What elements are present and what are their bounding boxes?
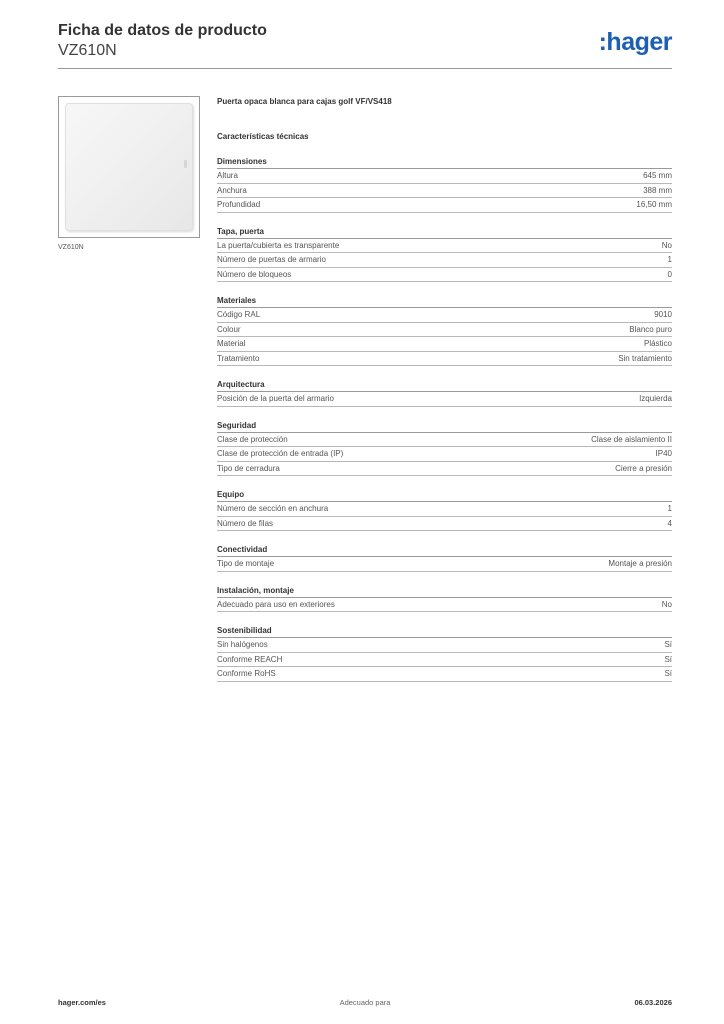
- spec-row: [217, 447, 672, 462]
- spec-row: [217, 517, 672, 532]
- spec-label: Anchura: [217, 185, 247, 195]
- spec-row: [217, 433, 672, 448]
- spec-group: [217, 624, 672, 682]
- spec-value: 1: [667, 255, 672, 264]
- spec-group-title: Dimensiones: [217, 155, 672, 169]
- spec-group-title: Seguridad: [217, 419, 672, 433]
- spec-value: IP40: [655, 449, 672, 458]
- hager-logo: :hager: [598, 28, 672, 56]
- spec-value: Plástico: [643, 339, 672, 348]
- spec-row: [217, 198, 672, 213]
- spec-label: Sin halógenos: [217, 640, 268, 649]
- spec-label: Número de bloqueos: [217, 269, 292, 279]
- spec-row: [217, 268, 672, 283]
- spec-value: 9010: [654, 310, 672, 319]
- spec-row: [217, 337, 672, 352]
- spec-value: Blanco puro: [629, 324, 672, 334]
- door-product-image: [65, 103, 193, 231]
- spec-group: [217, 543, 672, 572]
- spec-value: 1: [667, 504, 672, 513]
- spec-group-title: Tapa, puerta: [217, 225, 672, 239]
- product-image-frame: [58, 96, 200, 238]
- spec-value: 16,50 mm: [636, 200, 672, 209]
- spec-group-title: Instalación, montaje: [217, 584, 672, 598]
- spec-row: [217, 253, 672, 268]
- footer-date: 06.03.2026: [634, 998, 672, 1007]
- spec-group: [217, 419, 672, 477]
- spec-group: [217, 155, 672, 213]
- page-footer: [58, 998, 672, 1010]
- spec-label: Posición de la puerta del armario: [217, 394, 334, 403]
- spec-label: Tipo de cerradura: [217, 463, 280, 473]
- spec-label: Material: [217, 339, 246, 348]
- footer-website-link[interactable]: hager.com/es: [58, 998, 106, 1007]
- spec-group: [217, 294, 672, 366]
- spec-value: 0: [667, 269, 672, 279]
- spec-label: Conforme RoHS: [217, 669, 276, 678]
- spec-group: [217, 488, 672, 531]
- spec-row: [217, 502, 672, 517]
- spec-row: [217, 638, 672, 653]
- spec-label: La puerta/cubierta es transparente: [217, 240, 340, 250]
- spec-group: [217, 378, 672, 407]
- spec-value: Sí: [664, 654, 672, 664]
- spec-value: Izquierda: [639, 394, 672, 403]
- header-divider: [58, 68, 672, 69]
- document-title: Ficha de datos de producto: [58, 22, 267, 39]
- product-code: VZ610N: [58, 42, 117, 59]
- product-description: Puerta opaca blanca para cajas golf VF/VS418: [217, 97, 392, 106]
- spec-label: Tratamiento: [217, 353, 260, 363]
- spec-value: No: [661, 599, 672, 609]
- spec-row: [217, 462, 672, 477]
- spec-group: [217, 584, 672, 613]
- spec-value: Sin tratamiento: [618, 353, 672, 363]
- door-latch-icon: [184, 160, 187, 168]
- product-image-caption: VZ610N: [58, 244, 84, 251]
- footer-suitability: Adecuado para: [339, 998, 391, 1007]
- spec-value: Montaje a presión: [608, 559, 672, 568]
- spec-label: Adecuado para uso en exteriores: [217, 599, 335, 609]
- spec-label: Clase de protección: [217, 434, 288, 444]
- spec-label: Colour: [217, 324, 241, 334]
- spec-row: [217, 239, 672, 254]
- spec-label: Profundidad: [217, 200, 261, 209]
- spec-row: [217, 184, 672, 199]
- spec-label: Altura: [217, 171, 238, 180]
- spec-value: Cierre a presión: [615, 463, 672, 473]
- spec-row: [217, 169, 672, 184]
- spec-value: Sí: [664, 640, 672, 649]
- spec-row: [217, 667, 672, 682]
- spec-value: No: [661, 240, 672, 250]
- spec-value: 645 mm: [643, 171, 672, 180]
- spec-group-title: Sostenibilidad: [217, 624, 672, 638]
- spec-group-title: Arquitectura: [217, 378, 672, 392]
- spec-group: [217, 225, 672, 283]
- spec-label: Código RAL: [217, 310, 261, 319]
- spec-value: 388 mm: [643, 185, 672, 195]
- spec-row: [217, 598, 672, 613]
- spec-row: [217, 308, 672, 323]
- spec-label: Clase de protección de entrada (IP): [217, 449, 344, 458]
- spec-label: Tipo de montaje: [217, 559, 275, 568]
- spec-label: Conforme REACH: [217, 654, 283, 664]
- spec-label: Número de filas: [217, 518, 274, 528]
- spec-content: [217, 96, 672, 682]
- spec-row: [217, 323, 672, 338]
- spec-group-title: Equipo: [217, 488, 672, 502]
- spec-value: Clase de aislamiento II: [591, 434, 672, 444]
- spec-group-title: Materiales: [217, 294, 672, 308]
- spec-label: Número de puertas de armario: [217, 255, 326, 264]
- spec-label: Número de sección en anchura: [217, 504, 329, 513]
- technical-characteristics-title: Características técnicas: [217, 132, 309, 141]
- spec-row: [217, 392, 672, 407]
- spec-value: 4: [667, 518, 672, 528]
- spec-row: [217, 557, 672, 572]
- page-header: [58, 22, 672, 70]
- spec-row: [217, 653, 672, 668]
- spec-row: [217, 352, 672, 367]
- spec-groups: [217, 155, 672, 682]
- spec-value: Sí: [664, 669, 672, 678]
- spec-group-title: Conectividad: [217, 543, 672, 557]
